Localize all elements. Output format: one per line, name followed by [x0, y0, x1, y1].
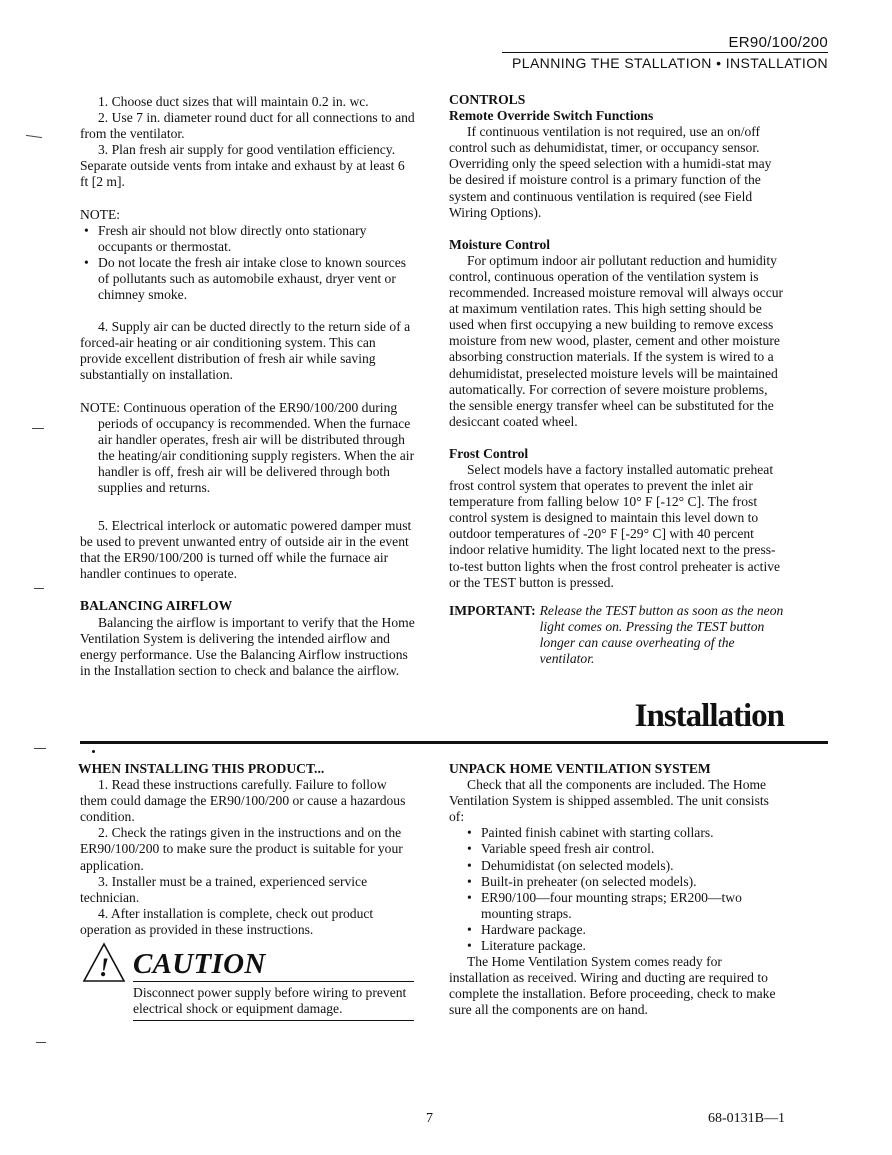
list-item: 5. Electrical interlock or automatic powered damper must be used to prevent unwanted entry of outside air in the event that the ER90/100/200 is turned off while the furnace air handler continues to operate. [80, 518, 412, 582]
right-column [449, 92, 785, 667]
list-item: 3. Plan fresh air supply for good ventilation efficiency. Separate outside vents from intake and exhaust by at least 6 ft [2 m]. [80, 142, 405, 190]
warning-triangle-icon [82, 941, 126, 983]
paragraph: If continuous ventilation is not required, use an on/off control such as dehumidistat, timer, or occupancy sensor. Overriding only the speed selection with a humidi-stat may be desired if moisture control is a primary function of the system and continuous ventilation is required (see Field Wiring Options). [449, 124, 772, 220]
document-number: 68-0131B—1 [708, 1111, 785, 1126]
subsection-heading: Frost Control [449, 445, 529, 461]
list-item: • Literature package. [463, 938, 785, 954]
note-label: NOTE: [80, 206, 121, 222]
list-item: • Do not locate the fresh air intake close to known sources of pollutants such as automobile exhaust, dryer vent or chimney smoke. [80, 255, 415, 303]
important-label: IMPORTANT: [449, 602, 536, 618]
dot [92, 750, 95, 753]
list-item: 4. Supply air can be ducted directly to the return side of a forced-air heating or air conditioning system. This can provide excellent distribution of fresh air while saving substantially on installation. [80, 319, 411, 383]
list-item: • ER90/100—four mounting straps; ER200—two mounting straps. [463, 890, 785, 922]
component-list [449, 825, 785, 954]
important-note [449, 603, 785, 667]
header-model: ER90/100/200 [728, 34, 828, 51]
page-number: 7 [426, 1111, 433, 1126]
caution-text: Disconnect power supply before wiring to prevent electrical shock or equipment damage. [133, 985, 407, 1017]
list-item: 1. Choose duct sizes that will maintain 0.2 in. wc. [98, 94, 369, 109]
left-column [80, 94, 415, 679]
installation-title: Installation [634, 698, 784, 734]
margin-mark [32, 428, 44, 429]
margin-mark [36, 1042, 46, 1043]
paragraph: The Home Ventilation System comes ready for installation as received. Wiring and ducting are required to complete the installation. Before proceeding, check to make sure all the components are on hand. [449, 954, 776, 1018]
section-heading: WHEN INSTALLING THIS PRODUCT... [78, 761, 325, 776]
list-item: • Dehumidistat (on selected models). [463, 858, 785, 874]
subsection-heading: Moisture Control [449, 236, 551, 252]
list-item: • Built-in preheater (on selected models). [463, 874, 785, 890]
list-item: 1. Read these instructions carefully. Failure to follow them could damage the ER90/100/200 or cause a hazardous condition. [80, 777, 406, 825]
list-item: • Fresh air should not blow directly onto stationary occupants or thermostat. [80, 223, 415, 255]
list-item: 4. After installation is complete, check out product operation as provided in these instructions. [80, 905, 374, 937]
list-item: • Hardware package. [463, 922, 785, 938]
list-item: • Painted finish cabinet with starting collars. [463, 825, 785, 841]
margin-mark [26, 135, 42, 138]
unpack-section [449, 761, 785, 1019]
list-item: 2. Use 7 in. diameter round duct for all connections to and from the ventilator. [80, 110, 415, 142]
paragraph: Balancing the airflow is important to verify that the Home Ventilation System is delivering the intended airflow and energy performance. Use the Balancing Airflow instructions in the Installation section to check and balance the airflow. [80, 614, 415, 678]
note-bullets [80, 223, 415, 303]
paragraph: Select models have a factory installed automatic preheat frost control system that operates to prevent the inlet air temperature from falling below 10° F [-12° C]. The frost control system is designed to maintain this level down to outdoor temperatures of -20° F [-29° C] with 40 percent indoor relative humidity. The light located next to the press-to-test button lights when the frost control preheater is active or the TEST button is pressed. [449, 461, 781, 590]
paragraph: For optimum indoor air pollutant reduction and humidity control, continuous operation of the ventilation system is recommended. Increased moisture removal will always occur at maximum ventilation rates. This high setting should be used when first occupying a new building to remove excess moisture from new wood, plaster, cement and other moisture absorbing construction materials. If the system is wired to a dehumidistat, preselected moisture levels will be maintained automatically. For correction of severe moisture problems, the sensible energy transfer wheel can be substituted for the desiccant coated wheel. [449, 252, 784, 429]
list-item: • Variable speed fresh air control. [463, 841, 785, 857]
caution-title: CAUTION [133, 948, 266, 980]
important-text: Release the TEST button as soon as the neon light comes on. Pressing the TEST button longer can cause overheating of the ventilator. [539, 602, 784, 666]
paragraph: Check that all the components are included. The Home Ventilation System is shipped assembled. The unit consists of: [449, 777, 769, 825]
caution-rule [133, 981, 414, 982]
installation-rule [80, 741, 828, 744]
when-installing-section [80, 761, 415, 938]
svg-text:!: ! [98, 953, 110, 982]
section-heading: BALANCING AIRFLOW [80, 598, 233, 614]
section-heading: UNPACK HOME VENTILATION SYSTEM [449, 761, 711, 776]
subsection-heading: Remote Override Switch Functions [449, 108, 654, 124]
margin-mark [34, 588, 44, 589]
list-item: 3. Installer must be a trained, experienced service technician. [80, 873, 368, 905]
section-heading: CONTROLS [449, 92, 526, 107]
note-paragraph: NOTE: Continuous operation of the ER90/100/200 during periods of occupancy is recommended. When the furnace air handler operates, fresh air will be distributed through the heating/air conditioning supply registers. When the air handler is off, fresh air will be delivered through both supplies and returns. [80, 399, 415, 495]
margin-mark [34, 748, 46, 749]
caution-rule [133, 1020, 414, 1021]
list-item: 2. Check the ratings given in the instructions and on the ER90/100/200 to make sure the product is suitable for your application. [80, 825, 403, 873]
header-section: PLANNING THE STALLATION • INSTALLATION [512, 55, 828, 71]
header-rule [502, 52, 828, 53]
